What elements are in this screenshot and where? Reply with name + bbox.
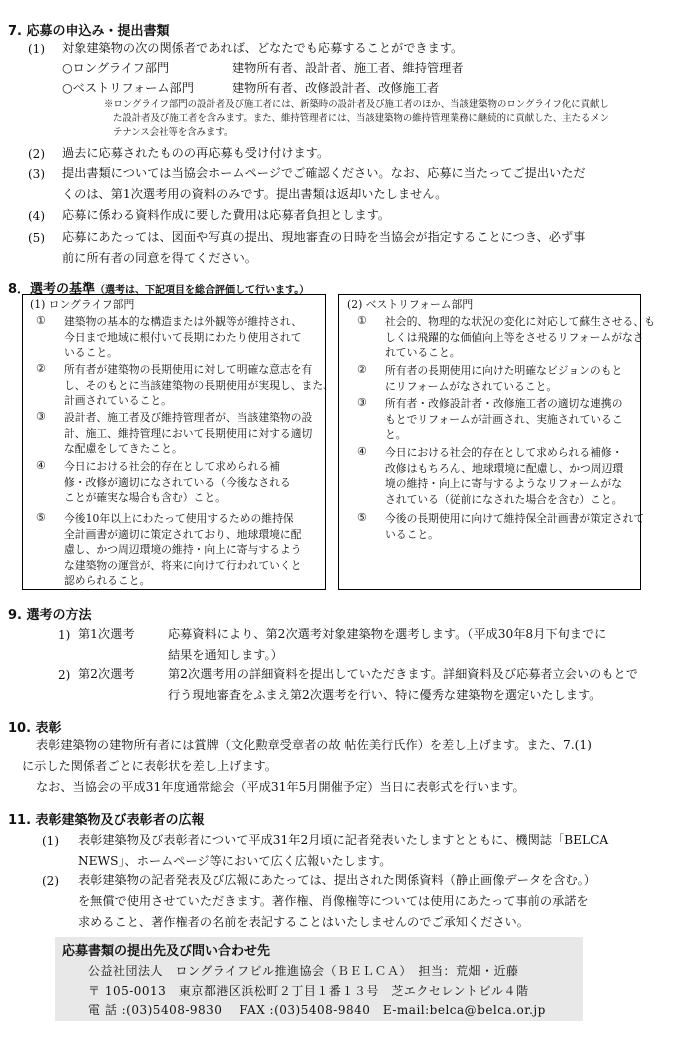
criterion-line: しくは飛躍的な価値向上等をさせるリフォームがなさ — [385, 330, 644, 344]
criterion-line: 慮し、かつ周辺環境の維持・向上に寄与するよう — [64, 543, 302, 556]
paragraph: なお、当協会の平成31年度通常総会（平成31年5月開催予定）当日に表彰式を行います。 — [36, 780, 525, 794]
paragraph: 求めること、著作権者の名前を表記することはいたしませんのでご承知ください。 — [78, 915, 529, 929]
criterion-number: ② — [357, 363, 367, 376]
contact-org: 公益社団法人 ロングライフビル推進協会（ＢＥＬＣＡ） 担当：荒畑・近藤 — [88, 964, 519, 978]
round-desc: 応募資料により、第2次選考対象建築物を選考します。（平成30年8月下旬までに — [168, 627, 607, 641]
dept-bestreform: ○ベストリフォーム部門 — [62, 81, 194, 95]
item-number: (1) — [42, 834, 59, 848]
round-label: 第2次選考 — [78, 667, 135, 681]
round-number: 2) — [58, 668, 71, 682]
item-number: (2) — [42, 874, 59, 888]
round-desc: 行う現地審査をふまえ第2次選考を行い、特に優秀な建築物を選定いたします。 — [168, 688, 602, 702]
note-line: テナンス会社等を含みます。 — [113, 127, 234, 138]
paragraph: 表彰建築物及び表彰者について平成31年2月頃に記者発表いたしますとともに、機関誌「BELCA — [78, 833, 609, 847]
criterion-line: 計画されていること。 — [64, 394, 172, 407]
criterion-line: ことが確実な場合も含む）こと。 — [64, 491, 226, 504]
item-number: (4) — [28, 209, 45, 223]
section-10-title: 10. 表彰 — [8, 721, 62, 736]
criterion-line: 所有者の長期使用に向けた明確なビジョンのもと — [385, 364, 623, 377]
criterion-line: 今日における社会的存在として求められる補 — [64, 460, 280, 473]
note-line: ※ロングライフ部門の設計者及び施工者には、新築時の設計者及び施工者のほか、当該建築物のロングライフ化に貢献し — [104, 99, 609, 110]
item-number: (5) — [28, 231, 45, 245]
criterion-line: 今後の長期使用に向けて維持保全計画書が策定されて — [385, 512, 645, 525]
criterion-number: ④ — [36, 459, 46, 472]
paragraph: 表彰建築物の建物所有者には賞牌（文化勲章受章者の故 帖佐美行氏作）を差し上げます。また、7.(1) — [36, 738, 592, 752]
round-desc: 第2次選考用の詳細資料を提出していただきます。詳細資料及び応募者立会いのもとで — [168, 667, 638, 681]
criterion-line: 所有者・改修設計者・改修施工者の適切な連携の — [385, 397, 623, 410]
criterion-line: 全計画書が適切に策定されており、地球環境に配 — [64, 527, 302, 541]
criterion-line: な建築物の運営が、将来に向けて行われていくと — [64, 558, 302, 572]
dept-longlife: ○ロングライフ部門 — [62, 61, 170, 75]
criterion-line: と。 — [385, 428, 407, 441]
item-number: (2) — [28, 147, 45, 161]
criterion-number: ① — [36, 314, 46, 327]
criterion-line: 改修はもちろん、地球環境に配慮し、かつ周辺環 — [385, 461, 624, 475]
box-title: (1) ロングライフ部門 — [30, 298, 135, 311]
paragraph: 応募にあたっては、図面や写真の提出、現地審査の日時を当協会が指定することにつき、必ず事 — [62, 230, 586, 244]
paragraph: 前に所有者の同意を得てください。 — [62, 251, 257, 265]
contact-phone: 電 話 :(03)5408-9830 FAX :(03)5408-9840 E-mail:belca@belca.or.jp — [88, 1003, 546, 1017]
section-9-title: 9. 選考の方法 — [8, 608, 92, 623]
dept-longlife-roles: 建物所有者、設計者、施工者、維持管理者 — [232, 61, 464, 75]
criterion-line: 社会的、物理的な状況の変化に対応して蘇生させる、も — [385, 315, 655, 328]
section-11-title: 11. 表彰建築物及び表彰者の広報 — [8, 813, 205, 828]
criterion-line: いること。 — [64, 346, 118, 359]
criterion-line: にリフォームがなされていること。 — [385, 379, 558, 393]
paragraph: を無償で使用させていただきます。著作権、肖像権等については使用にあたって事前の承諾を — [78, 894, 589, 908]
paragraph: 対象建築物の次の関係者であれば、どなたでも応募することができます。 — [62, 41, 464, 55]
criterion-number: ③ — [357, 396, 367, 409]
criterion-line: されている（従前になされた場合を含む）こと。 — [385, 492, 623, 506]
criterion-line: 今日における社会的存在として求められる補修・ — [385, 446, 623, 459]
paragraph: くのは、第1次選考用の資料のみです。提出書類は返却いたしません。 — [62, 187, 448, 201]
paragraph: 表彰建築物の記者発表及び広報にあたっては、提出された関係資料（静止画像データを含む。） — [78, 873, 596, 887]
round-label: 第1次選考 — [78, 627, 135, 641]
contact-address: 〒 105-0013 東京都港区浜松町２丁目１番１３号 芝エクセレントビル４階 — [88, 984, 529, 998]
paragraph: 過去に応募されたものの再応募も受け付けます。 — [62, 146, 330, 160]
criterion-line: な配慮をしてきたこと。 — [64, 442, 183, 455]
criterion-line: 今日まで地域に根付いて長期にわたり使用されて — [64, 330, 302, 344]
section-8-note: （選考は、下記項目を総合評価して行います。） — [95, 285, 310, 296]
criterion-line: 修・改修が適切になされている（今後なされる — [64, 475, 291, 489]
note-line: た設計者及び施工者を含みます。また、維持管理者には、当該建築物の維持管理業務に継続的に貢献した、主たるメン — [113, 113, 610, 124]
criterion-line: 設計者、施工者及び維持管理者が、当該建築物の設 — [64, 411, 313, 424]
contact-title: 応募書類の提出先及び問い合わせ先 — [62, 944, 271, 959]
criterion-number: ⑤ — [36, 511, 46, 524]
criterion-number: ⑤ — [357, 511, 367, 524]
paragraph: に示した関係者ごとに表彰状を差し上げます。 — [22, 759, 277, 773]
item-number: (3) — [28, 167, 45, 181]
paragraph: 提出書類については当協会ホームページでご確認ください。なお、応募に当たってご提出いただ — [62, 166, 586, 180]
paragraph: 応募に係わる資料作成に要した費用は応募者負担とします。 — [62, 208, 391, 222]
round-desc: 結果を通知します。） — [168, 648, 283, 662]
item-number: (1) — [28, 42, 45, 56]
criterion-line: し、そのもとに当該建築物の長期使用が実現し、また、 — [64, 378, 334, 392]
section-8-heading: 8．選考の基準 — [8, 282, 96, 297]
dept-bestreform-roles: 建物所有者、改修設計者、改修施工者 — [232, 81, 440, 95]
criterion-line: れていること。 — [385, 346, 461, 359]
criterion-line: 今後10年以上にわたって使用するための維持保 — [64, 512, 294, 525]
criterion-number: ③ — [36, 410, 46, 423]
criterion-line: 所有者が建築物の長期使用に対して明確な意志を有 — [64, 363, 313, 376]
section-7-title: 7. 応募の申込み・提出書類 — [8, 24, 170, 39]
round-number: 1) — [58, 628, 71, 642]
paragraph: NEWS」、ホームページ等において広く広報いたします。 — [78, 854, 392, 868]
criterion-line: 建築物の基本的な構造または外観等が維持され、 — [64, 315, 303, 328]
criterion-line: 計、施工、維持管理において長期使用に対する適切 — [64, 426, 313, 440]
criterion-line: いること。 — [385, 527, 439, 541]
criterion-line: 境の維持・向上に寄与するようなリフォームがな — [385, 477, 622, 490]
criterion-line: 認められること。 — [64, 574, 151, 587]
box-title: (2) ベストリフォーム部門 — [347, 298, 474, 311]
criterion-line: もとでリフォームが計画され、実施されているこ — [385, 412, 623, 426]
criterion-number: ② — [36, 362, 46, 375]
criterion-number: ④ — [357, 445, 367, 458]
criterion-number: ① — [357, 314, 367, 327]
